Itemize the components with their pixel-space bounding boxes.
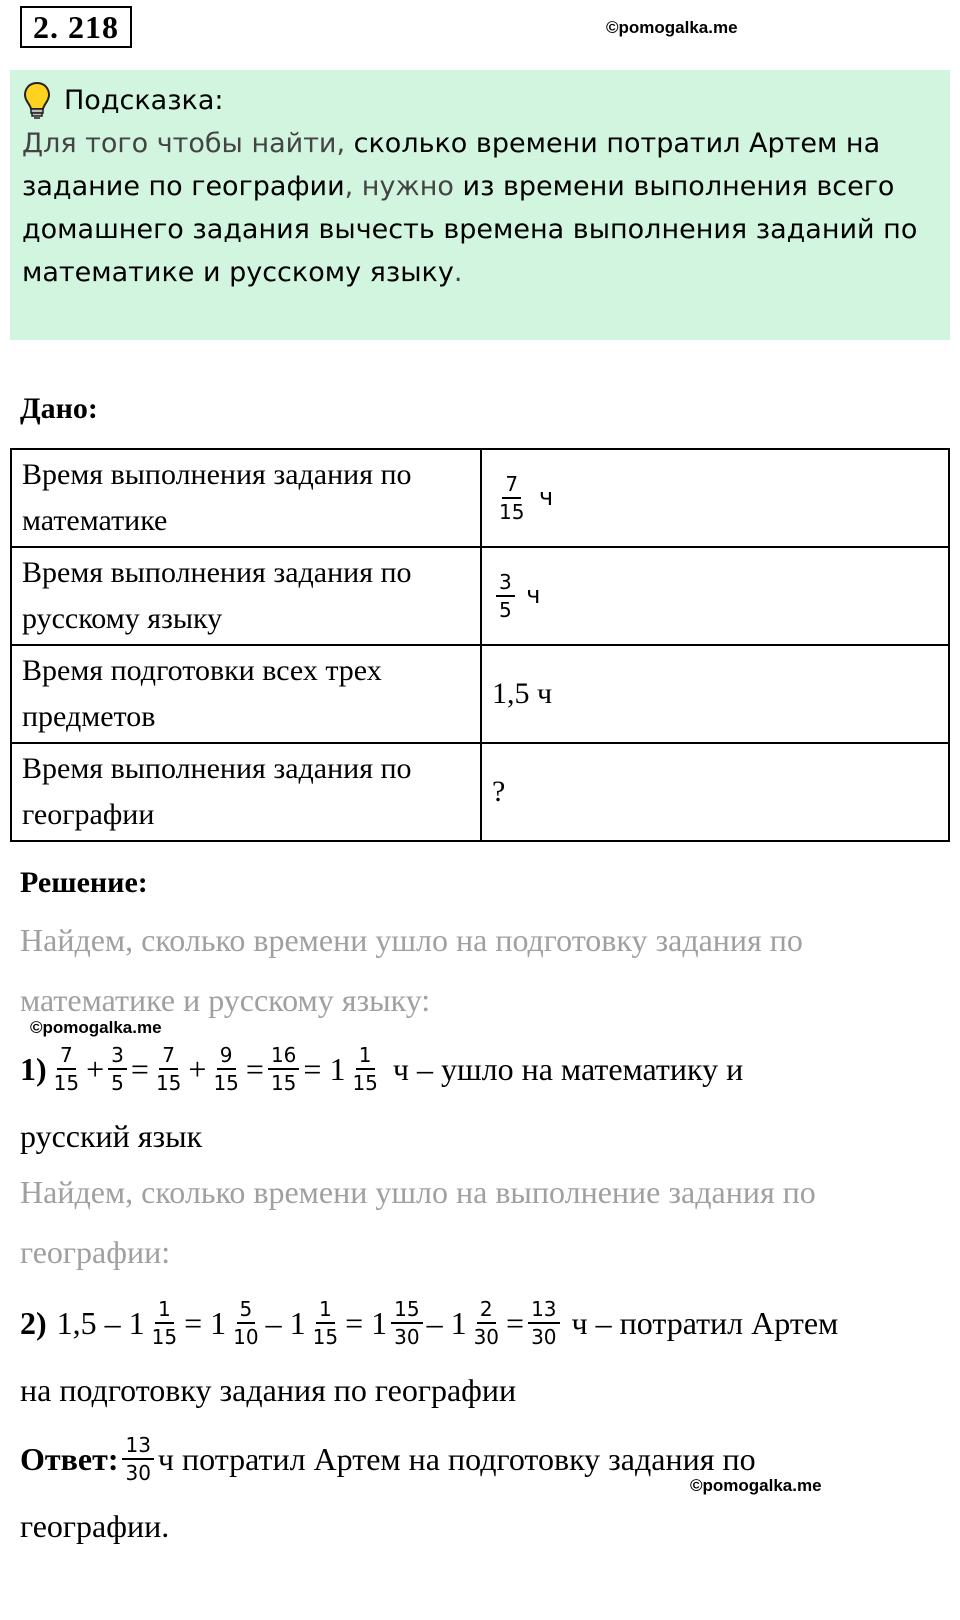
given-label: Время выполнения задания по математике xyxy=(11,449,481,547)
table-row xyxy=(11,743,949,841)
hint-box xyxy=(10,70,950,340)
hint-part: Для того чтобы найти, xyxy=(22,128,354,159)
hint-part-bold: сколько времени потратил Артем на задание по географии xyxy=(22,128,881,202)
numerator: 13 xyxy=(122,1434,153,1460)
given-label: Время подготовки всех трех предметов xyxy=(11,645,481,743)
hint-part: , нужно xyxy=(344,171,463,202)
given-label: Время выполнения задания по географии xyxy=(11,743,481,841)
hint-part-bold: из времени выполнения всего домашнего задания вычесть времена выполнения заданий по математике и русскому языку xyxy=(22,171,918,288)
watermark-top: ©pomogalka.me xyxy=(606,18,738,37)
table-row xyxy=(11,547,949,645)
numerator: 3 xyxy=(496,571,515,597)
answer-label: Ответ: xyxy=(20,1440,119,1477)
watermark-bottom: ©pomogalka.me xyxy=(690,1476,822,1495)
step1-equation: 1) $\frac{7}{15}$ + $\frac{3}{5}$ = $\frac{7}{15}$ + $\frac{9}{15}$ = $\frac{16}{15}$ = 1 $\frac{1}{15}$ ч – ушло на математику и xyxy=(20,1043,744,1095)
solution-title: Решение: xyxy=(20,866,148,899)
task-number: 2. 218 xyxy=(20,6,132,48)
numerator: 7 xyxy=(502,473,521,499)
lightbulb-icon xyxy=(22,80,52,120)
hint-title-row xyxy=(22,78,936,122)
denominator: 15 xyxy=(499,500,525,524)
unit: ч xyxy=(538,482,554,511)
step-number: 1) xyxy=(20,1050,47,1087)
given-value xyxy=(481,449,949,547)
given-title: Дано: xyxy=(20,392,98,425)
fraction xyxy=(496,473,527,523)
hint-title: Подсказка: xyxy=(64,84,224,116)
step2-tail: ч – потратил Артем xyxy=(571,1304,839,1341)
step2-intro: Найдем, сколько времени ушло на выполнение задания по xyxy=(20,1174,816,1210)
given-value: ? xyxy=(481,743,949,841)
step1-tail-cont: русский язык xyxy=(20,1118,203,1154)
given-label: Время выполнения задания по русскому языку xyxy=(11,547,481,645)
fraction xyxy=(496,571,515,621)
step2-intro-cont: географии: xyxy=(20,1234,171,1270)
denominator: 30 xyxy=(125,1461,151,1485)
step1-tail: ч – ушло на математику и xyxy=(392,1050,744,1087)
hint-text xyxy=(22,122,936,294)
answer-text: ч потратил Артем на подготовку задания по xyxy=(157,1440,756,1477)
given-table xyxy=(10,448,950,842)
watermark-mid: ©pomogalka.me xyxy=(30,1018,162,1037)
table-row xyxy=(11,449,949,547)
step-number: 2) xyxy=(20,1304,47,1341)
given-value: 1,5 ч xyxy=(481,645,949,743)
answer-fraction xyxy=(122,1434,153,1484)
step2-equation: 2) 1,5 – 1 $\frac{1}{15}$ = 1 $\frac{5}{10}$ – 1 $\frac{1}{15}$ = 1 $\frac{15}{30}$ – 1 $\frac{2}{30}$ = $\frac{13}{30}$ ч – потратил Артем xyxy=(20,1297,839,1349)
step2-tail-cont: на подготовку задания по географии xyxy=(20,1372,517,1408)
hint-part: . xyxy=(453,257,463,288)
denominator: 5 xyxy=(499,598,512,622)
table-row xyxy=(11,645,949,743)
step1-intro: Найдем, сколько времени ушло на подготовку задания по xyxy=(20,922,803,958)
step1-intro-cont: математике и русскому языку: xyxy=(20,982,431,1018)
given-value xyxy=(481,547,949,645)
answer xyxy=(20,1434,756,1484)
answer-text-cont: географии. xyxy=(20,1508,170,1544)
unit: ч xyxy=(526,580,541,609)
